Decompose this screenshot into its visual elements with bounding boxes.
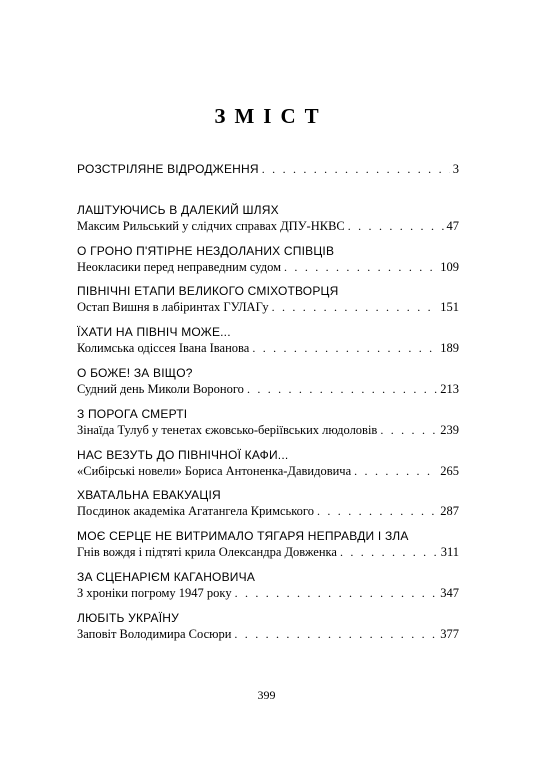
toc-entry-subtitle: Гнів вождя і підтяті крила Олександра Довженка (77, 545, 337, 560)
dot-leader (235, 585, 438, 601)
toc-entry-page: 311 (440, 545, 459, 560)
toc-entry-subtitle: Судний день Миколи Вороного (77, 381, 244, 396)
toc-entry-page: 47 (446, 218, 459, 233)
toc-entry-page: 377 (440, 626, 459, 641)
toc-entry-page: 239 (440, 422, 459, 437)
dot-leader (284, 259, 437, 275)
toc-entry-title: РОЗСТРІЛЯНЕ ВІДРОДЖЕННЯ (77, 162, 259, 176)
toc-entry-page: 151 (440, 300, 459, 315)
toc-entry-subtitle: Остап Вишня в лабіринтах ГУЛАГу (77, 300, 269, 315)
page-number: 399 (257, 688, 276, 702)
toc-entry-title: ХВАТАЛЬНА ЕВАКУАЦІЯ (77, 488, 221, 503)
dot-leader (272, 299, 438, 315)
toc-entry-subtitle: Максим Рильський у слідчих справах ДПУ-НКВС (77, 218, 345, 233)
toc-entry (77, 569, 459, 610)
dot-leader (340, 544, 438, 560)
toc-entry (77, 610, 459, 651)
toc-entry-page: 287 (440, 504, 459, 519)
toc-entry-subtitle: Зінаїда Тулуб у тенетах єжовсько-беріївських людоловів (77, 422, 378, 437)
dot-leader (234, 626, 437, 642)
dot-leader (247, 381, 437, 397)
dot-leader (354, 463, 437, 479)
toc-entry-title: НАС ВЕЗУТЬ ДО ПІВНІЧНОЇ КАФИ... (77, 447, 289, 462)
toc-entry-title: ЗА СЦЕНАРІЄМ КАГАНОВИЧА (77, 569, 256, 584)
toc-entry (77, 528, 459, 569)
toc-entry (77, 161, 459, 202)
dot-leader (252, 340, 437, 356)
toc-entry-page: 189 (440, 341, 459, 356)
toc-entry-page: 347 (440, 585, 459, 600)
toc-entry-subtitle: Неокласики перед неправедним судом (77, 259, 282, 274)
dot-leader (317, 503, 437, 519)
toc-entry-page: 265 (440, 463, 459, 478)
toc-entry-title: З ПОРОГА СМЕРТІ (77, 406, 188, 421)
toc-entry-page: 213 (440, 381, 459, 396)
toc-entry (77, 406, 459, 447)
toc-entry (77, 447, 459, 488)
toc-entry (77, 283, 459, 324)
toc-entry-subtitle: Посдинок академіка Агатангела Кримського (77, 504, 314, 519)
toc-entry (77, 365, 459, 406)
dot-leader (380, 422, 437, 438)
toc-entry-title: ЛАШТУЮЧИСЬ В ДАЛЕКИЙ ШЛЯХ (77, 202, 279, 217)
toc-entry-page: 109 (440, 259, 459, 274)
toc-entry-title: МОЄ СЕРЦЕ НЕ ВИТРИМАЛО ТЯГАРЯ НЕПРАВДИ І ЗЛА (77, 529, 409, 544)
toc-entry-title: О ГРОНО П'ЯТІРНЕ НЕЗДОЛАНИХ СПІВЦІВ (77, 243, 335, 258)
dot-leader (348, 218, 444, 234)
toc-entry (77, 243, 459, 284)
toc-entry (77, 324, 459, 365)
toc-entry-subtitle: З хроніки погрому 1947 року (77, 585, 232, 600)
table-of-contents (77, 161, 459, 651)
toc-entry-subtitle: «Сибірські новели» Бориса Антоненка-Давидовича (77, 463, 352, 478)
toc-entry (77, 202, 459, 243)
dot-leader (262, 161, 450, 177)
toc-entry-subtitle: Колимська одіссея Івана Іванова (77, 341, 250, 356)
contents-heading: ЗМІСТ (214, 104, 328, 128)
toc-entry-title: ЛЮБІТЬ УКРАЇНУ (77, 610, 179, 625)
toc-entry-subtitle: Заповіт Володимира Сосюри (77, 626, 232, 641)
toc-entry-title: ПІВНІЧНІ ЕТАПИ ВЕЛИКОГО СМІХОТВОРЦЯ (77, 284, 339, 299)
toc-entry-page: 3 (452, 162, 459, 176)
toc-entry (77, 487, 459, 528)
toc-entry-title: О БОЖЕ! ЗА ВІЩО? (77, 365, 193, 380)
toc-entry-title: ЇХАТИ НА ПІВНІЧ МОЖЕ... (77, 325, 231, 340)
